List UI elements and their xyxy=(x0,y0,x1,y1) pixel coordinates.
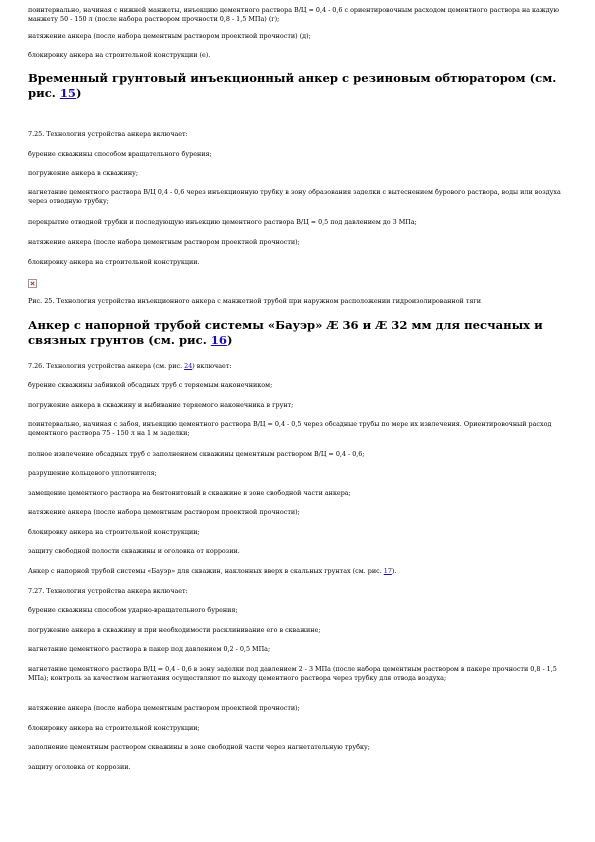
paragraph: натяжение анкера (после набора цементным раствором проектной прочности); xyxy=(28,704,300,712)
paragraph: натяжение анкера (после набора цементным раствором проектной прочности); xyxy=(28,238,300,246)
paragraph: разрушение кольцевого уплотнителя; xyxy=(28,469,157,477)
paragraph: 7.25. Технология устройства анкера включает: xyxy=(28,130,188,138)
paragraph: перекрытие отводной трубки и последующую инъекцию цементного раствора В/Ц = 0,5 под давлением до 3 МПа; xyxy=(28,218,417,226)
paragraph: блокировку анкера на строительной конструкции; xyxy=(28,528,200,536)
paragraph: замещение цементного раствора на бентонитовый в скважине в зоне свободной части анкера; xyxy=(28,489,351,497)
paragraph xyxy=(28,362,568,371)
figure-link-17[interactable]: 17 xyxy=(383,567,392,575)
figure-link-16[interactable]: 16 xyxy=(210,333,227,347)
section-heading xyxy=(28,318,568,348)
figure-link-15[interactable]: 15 xyxy=(59,86,76,100)
heading-text: Временный грунтовый инъекционный анкер с резиновым обтюратором (см. рис. xyxy=(28,71,557,100)
heading-text: Анкер с напорной трубой системы «Бауэр» Æ 36 и Æ 32 мм для песчаных и связных грунтов (см. рис. xyxy=(28,318,543,347)
paragraph: натяжение анкера (после набора цементным раствором проектной прочности); xyxy=(28,508,300,516)
paragraph: блокировку анкера на строительной конструкции; xyxy=(28,724,200,732)
paragraph: бурение скважины способом вращательного бурения; xyxy=(28,150,212,158)
paragraph: погружение анкера в скважину; xyxy=(28,169,138,177)
section-heading xyxy=(28,71,568,101)
paragraph: погружение анкера в скважину и при необходимости расклинивание его в скважине; xyxy=(28,626,321,634)
paragraph-text-end: ). xyxy=(391,567,397,575)
paragraph-text: 7.26. Технология устройства анкера (см. рис. xyxy=(28,362,185,370)
paragraph: заполнение цементным раствором скважины в зоне свободной части через нагнетательную трубку; xyxy=(28,743,370,751)
figure-link-24[interactable]: 24 xyxy=(184,362,193,370)
paragraph: бурение скважины способом ударно-вращательного бурения; xyxy=(28,606,238,614)
paragraph: погружение анкера в скважину и выбивание теряемого наконечника в грунт; xyxy=(28,401,294,409)
paragraph: блокировку анкера на строительной конструкции (е). xyxy=(28,51,211,59)
paragraph: 7.27. Технология устройства анкера включает: xyxy=(28,587,188,595)
paragraph: блокировку анкера на строительной конструкции. xyxy=(28,258,200,266)
paragraph: нагнетание цементного раствора В/Ц = 0,4 - 0,6 в зону заделки под давлением 2 - 3 МПа (после набора цементным раствором в пакере прочности 0,8 - 1,5 МПа); контроль за качеством нагнетания осуществляют по выходу цементного раствора через трубку для отвода воздуха; xyxy=(28,665,557,683)
paragraph: поинтервально, начиная с нижней манжеты, инъекцию цементного раствора В/Ц = 0,4 - 0,6 с ориентировочным расходом цементного раствора на каждую манжету 50 - 150 л (после набора раствором прочности 0,8 - 1,5 МПа) (г); xyxy=(28,6,560,24)
paragraph-text: Анкер с напорной трубой системы «Бауэр» для скважин, наклонных вверх в скальных грунтах (см. рис. xyxy=(28,567,384,575)
paragraph: бурение скважины забивкой обсадных труб с теряемым наконечником; xyxy=(28,381,273,389)
broken-image-icon xyxy=(28,279,37,288)
paragraph-text-end: ) включает: xyxy=(192,362,232,370)
paragraph: защиту оголовка от коррозии. xyxy=(28,763,131,771)
paragraph: нагнетание цементного раствора В/Ц 0,4 - 0,6 через инъекционную трубку в зону образования заделки с вытеснением бурового раствора, воды или воздуха через отводную трубку; xyxy=(28,188,561,206)
paragraph: натяжение анкера (после набора цементным раствором проектной прочности) (д); xyxy=(28,32,311,40)
paragraph xyxy=(28,567,568,576)
paragraph: нагнетание цементного раствора в пакер под давлением 0,2 - 0,5 МПа; xyxy=(28,645,271,653)
heading-text-end: ) xyxy=(75,86,82,100)
paragraph: поинтервально, начиная с забоя, инъекцию цементного раствора В/Ц = 0,4 - 0,5 через обсадные трубы по мере их извлечения. Ориентировочный расход цементного раствора 75 - 150 л на 1 м заделки; xyxy=(28,420,552,438)
paragraph: защиту свободной полости скважины и оголовка от коррозии. xyxy=(28,547,240,555)
figure-caption: Рис. 25. Технология устройства инъекционного анкера с манжетной трубой при наружном расположении гидроизолированной тяги xyxy=(28,297,482,305)
paragraph: полное извлечение обсадных труб с заполнением скважины цементным раствором В/Ц = 0,4 - 0,6; xyxy=(28,450,365,458)
heading-text-end: ) xyxy=(226,333,233,347)
